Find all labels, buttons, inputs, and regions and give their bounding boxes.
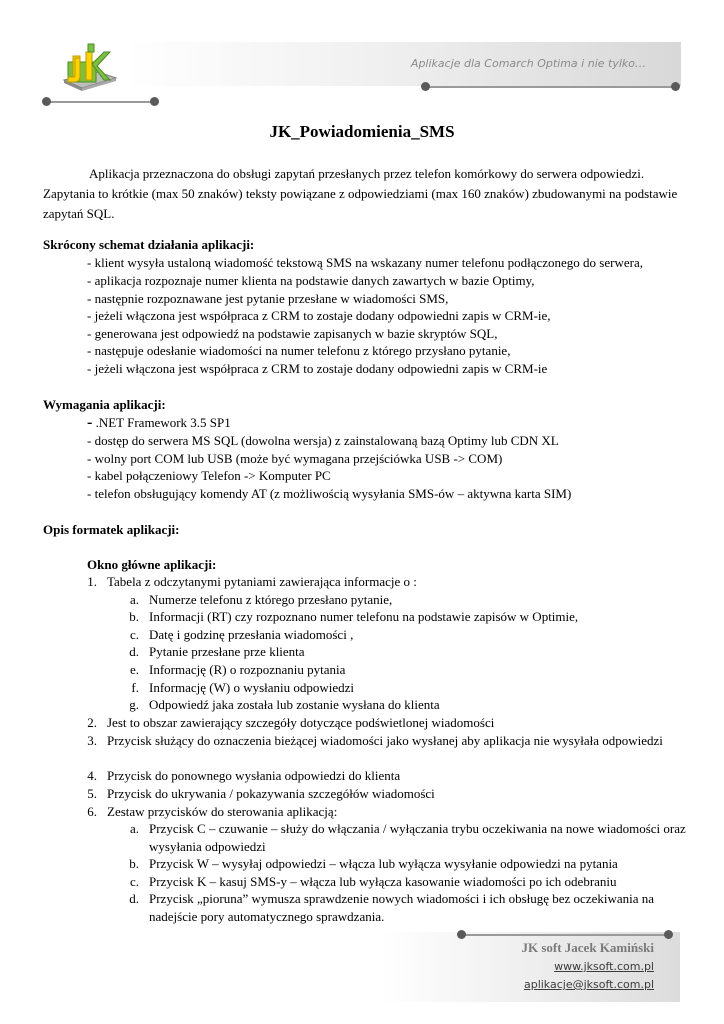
- list-text: Zestaw przycisków do sterowania aplikacją:: [107, 804, 338, 819]
- list-text: Przycisk służący do oznaczenia bieżącej wiadomości jako wysłanej aby aplikacja nie wysyłała odpowiedzi: [107, 733, 663, 748]
- schema-item: - następuje odesłanie wiadomości na numer telefonu z którego przysłano pytanie,: [87, 343, 511, 358]
- sub-list-text: Informacji (RT) czy rozpoznano numer telefonu na podstawie zapisów w Optimie,: [149, 609, 579, 624]
- sub-list-letter: e.: [129, 662, 139, 677]
- sub-list-item: [117, 591, 677, 609]
- sub-list-item: [117, 643, 677, 661]
- sub-list-letter: c.: [129, 874, 139, 889]
- requirement-item: - telefon obsługujący komendy AT (z możliwością wysyłania SMS-ów – aktywna karta SIM): [87, 486, 572, 501]
- requirement-item: - wolny port COM lub USB (może być wymagana przejściówka USB -> COM): [87, 451, 503, 466]
- sub-list-text: Informację (W) o wysłaniu odpowiedzi: [149, 680, 355, 695]
- schema-item: - następnie rozpoznawane jest pytanie przesłane w wiadomości SMS,: [87, 291, 449, 306]
- header-tagline: Aplikacje dla Comarch Optima i nie tylko…: [410, 57, 646, 70]
- list-text: Przycisk do ukrywania / pokazywania szczegółów wiadomości: [107, 786, 435, 801]
- footer-website-link[interactable]: www.jksoft.com.pl: [554, 960, 654, 973]
- schema-item: - jeżeli włączona jest współpraca z CRM to zostaje dodany odpowiedni zapis w CRM-ie,: [87, 308, 551, 323]
- list-number: 5.: [87, 786, 97, 801]
- header-rule-dot-right: [150, 97, 159, 106]
- sub-list-text: Datę i godzinę przesłania wiadomości ,: [149, 627, 354, 642]
- sub-list-letter: b.: [129, 609, 139, 624]
- sub-list-letter: a.: [129, 592, 139, 607]
- sub-list-letter: f.: [131, 680, 139, 695]
- sub-list-item: [117, 696, 677, 714]
- sub-list-item: [117, 855, 687, 873]
- sub-list-text: Numerze telefonu z którego przesłano pytanie,: [149, 592, 393, 607]
- list-number: 4.: [87, 768, 97, 783]
- footer-rule-dot-left: [457, 930, 466, 939]
- sub-list-letter: g.: [129, 697, 139, 712]
- sub-list-text: Przycisk K – kasuj SMS-y – włącza lub wyłącza kasowanie wiadomości po ich odebraniu: [149, 874, 617, 889]
- sub-list-letter: c.: [129, 627, 139, 642]
- sub-list-text: Odpowiedź jaka została lub zostanie wysłana do klienta: [149, 697, 440, 712]
- header-rule-right-dot-left: [421, 82, 430, 91]
- header-rule-dot-left: [42, 97, 51, 106]
- main-window-heading: Okno główne aplikacji:: [87, 557, 217, 572]
- list-number: 6.: [87, 804, 97, 819]
- sub-list-letter: a.: [129, 821, 139, 836]
- footer-rule: [462, 934, 668, 936]
- intro-paragraph: Aplikacja przeznaczona do obsługi zapytań przesłanych przez telefon komórkowy do serwera odpowiedzi. Zapytania to krótkie (max 50 znaków) teksty powiązane z odpowiedziami (max 160 znaków) zbudowanymi na podstawie zapytań SQL.: [43, 166, 678, 221]
- schema-item: - generowana jest odpowiedź na podstawie zapisanych w bazie skryptów SQL,: [87, 326, 498, 341]
- header-rule-right-dot-right: [671, 82, 680, 91]
- sub-list-item: [117, 679, 677, 697]
- list-text: Jest to obszar zawierający szczegóły dotyczące podświetlonej wiadomości: [107, 715, 495, 730]
- header-rule-right: [425, 86, 675, 88]
- sub-list-item: [117, 873, 687, 891]
- sub-list-text: Pytanie przesłane prze klienta: [149, 644, 305, 659]
- sub-list-letter: d.: [129, 891, 139, 906]
- sub-list-text: Przycisk „pioruna” wymusza sprawdzenie nowych wiadomości i ich obsługę bez oczekiwania na nadejście pory automatycznego sprawdzania.: [149, 891, 655, 924]
- sub-list-text: Informację (R) o rozpoznaniu pytania: [149, 662, 346, 677]
- schema-item: - klient wysyła ustaloną wiadomość tekstową SMS na wskazany numer telefonu podłączonego do serwera,: [87, 255, 643, 270]
- list-number: 1.: [87, 574, 97, 589]
- list-item: [75, 803, 675, 821]
- sub-list-text: Przycisk C – czuwanie – służy do włączania / wyłączania trybu oczekiwania na nowe wiadomości oraz wysyłania odpowiedzi: [149, 821, 686, 854]
- list-text: Tabela z odczytanymi pytaniami zawierająca informacje o :: [107, 574, 417, 589]
- sub-list-item: [117, 820, 687, 856]
- schema-item: - aplikacja rozpoznaje numer klienta na podstawie danych zawartych w bazie Optimy,: [87, 273, 535, 288]
- list-number: 2.: [87, 715, 97, 730]
- sub-list-item: [117, 626, 677, 644]
- header-rule: [48, 101, 154, 103]
- list-number: 3.: [87, 733, 97, 748]
- sub-list-letter: d.: [129, 644, 139, 659]
- requirement-item: - dostęp do serwera MS SQL (dowolna wersja) z zainstalowaną bazą Optimy lub CDN XL: [87, 433, 559, 448]
- list-item: [75, 785, 675, 803]
- list-item: [75, 732, 675, 768]
- list-item: [75, 767, 675, 785]
- requirement-item: - kabel połączeniowy Telefon -> Komputer PC: [87, 468, 331, 483]
- list-item: [75, 714, 675, 732]
- document-title: JK_Powiadomienia_SMS: [269, 122, 455, 141]
- sub-list-text: Przycisk W – wysyłaj odpowiedzi – włącza lub wyłącza wysyłanie odpowiedzi na pytania: [149, 856, 618, 871]
- footer-email-link[interactable]: aplikacje@jksoft.com.pl: [523, 978, 654, 991]
- sub-list-item: [117, 661, 677, 679]
- requirement-text: .NET Framework 3.5 SP1: [92, 415, 231, 430]
- footer-company: JK soft Jacek Kamiński: [521, 940, 654, 955]
- sub-list-item: [117, 890, 687, 926]
- jk-soft-logo: [58, 42, 120, 94]
- requirement-dash: -: [87, 414, 93, 431]
- requirements-heading: Wymagania aplikacji:: [43, 397, 166, 412]
- sub-list-letter: b.: [129, 856, 139, 871]
- schema-item: - jeżeli włączona jest współpraca z CRM to zostaje dodany odpowiedni zapis w CRM-ie: [87, 361, 548, 376]
- requirement-item: [87, 414, 231, 432]
- list-item: [75, 573, 675, 591]
- schema-heading: Skrócony schemat działania aplikacji:: [43, 237, 255, 252]
- list-text: Przycisk do ponownego wysłania odpowiedzi do klienta: [107, 768, 401, 783]
- forms-heading: Opis formatek aplikacji:: [43, 522, 180, 537]
- footer-rule-dot-right: [664, 930, 673, 939]
- sub-list-item: [117, 608, 677, 626]
